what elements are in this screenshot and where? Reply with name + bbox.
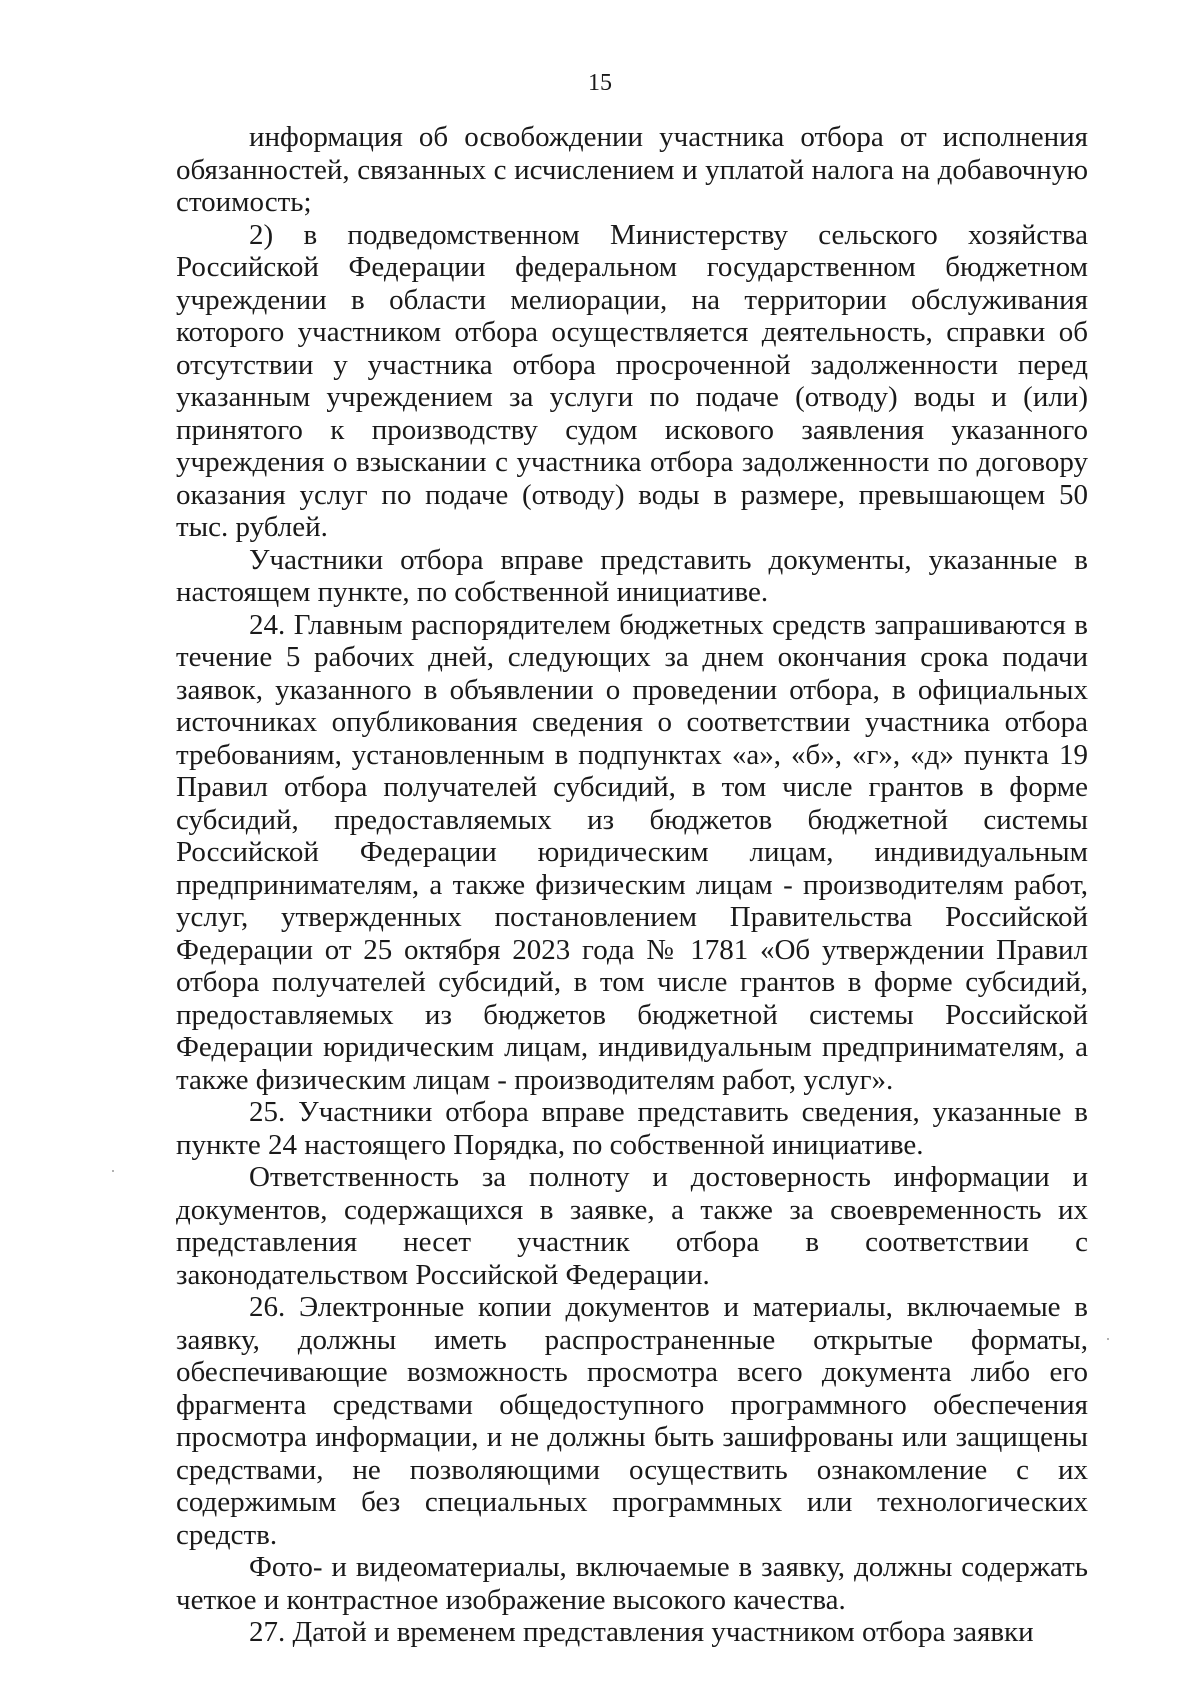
paragraph-vat-exemption: информация об освобождении участника отбора от исполнения обязанностей, связанных с исчислением и уплатой налога на добавочную стоимость; (176, 121, 1088, 218)
page-number: 15 (588, 70, 612, 96)
paragraph-own-initiative-documents: Участники отбора вправе представить документы, указанные в настоящем пункте, по собственной инициативе. (176, 543, 1088, 608)
paragraph-clause-27: 27. Датой и временем представления участником отбора заявки (249, 1616, 1034, 1648)
scan-speck (112, 1170, 114, 1172)
document-body (176, 121, 1088, 1649)
paragraph-clause-24: 24. Главным распорядителем бюджетных средств запрашиваются в течение 5 рабочих дней, следующих за днем окончания срока подачи заявок, указанного в объявлении о проведении отбора, в официальных источниках опубликования сведения о соответствии участника отбора требованиям, установленным в подпунктах «а», «б», «г», «д» пункта 19 Правил отбора получателей субсидий, в том числе грантов в форме субсидий, предоставляемых из бюджетов бюджетной системы Российской Федерации юридическим лицам, индивидуальным предпринимателям, а также физическим лицам - производителям работ, услуг, утвержденных постановлением Правительства Российской Федерации от 25 октября 2023 года № 1781 «Об утверждении Правил отбора получателей субсидий, в том числе грантов в форме субсидий, предоставляемых из бюджетов бюджетной системы Российской Федерации юридическим лицам, индивидуальным предпринимателям, а также физическим лицам - производителям работ, услуг». (176, 608, 1088, 1096)
paragraph-responsibility: Ответственность за полноту и достоверность информации и документов, содержащихся в заявке, а также за своевременность их представления несет участник отбора в соответствии с законодательством Российской Федерации. (176, 1161, 1088, 1291)
paragraph-clause-26: 26. Электронные копии документов и материалы, включаемые в заявку, должны иметь распространенные открытые форматы, обеспечивающие возможность просмотра всего документа либо его фрагмента средствами общедоступного программного обеспечения просмотра информации, и не должны быть зашифрованы или защищены средствами, не позволяющими осуществить ознакомление с их содержимым без специальных программных или технологических средств. (176, 1291, 1088, 1551)
paragraph-item-2-melioration: 2) в подведомственном Министерству сельского хозяйства Российской Федерации федеральном государственном бюджетном учреждении в области мелиорации, на территории обслуживания которого участником отбора осуществляется деятельность, справки об отсутствии у участника отбора просроченной задолженности перед указанным учреждением за услуги по подаче (отводу) воды и (или) принятого к производству судом искового заявления указанного учреждения о взыскании с участника отбора задолженности по договору оказания услуг по подаче (отводу) воды в размере, превышающем 50 тыс. рублей. (176, 218, 1088, 543)
paragraph-clause-25: 25. Участники отбора вправе представить сведения, указанные в пункте 24 настоящего Порядка, по собственной инициативе. (176, 1096, 1088, 1161)
paragraph-photo-video: Фото- и видеоматериалы, включаемые в заявку, должны содержать четкое и контрастное изображение высокого качества. (176, 1551, 1088, 1616)
scan-speck (1107, 1338, 1109, 1340)
